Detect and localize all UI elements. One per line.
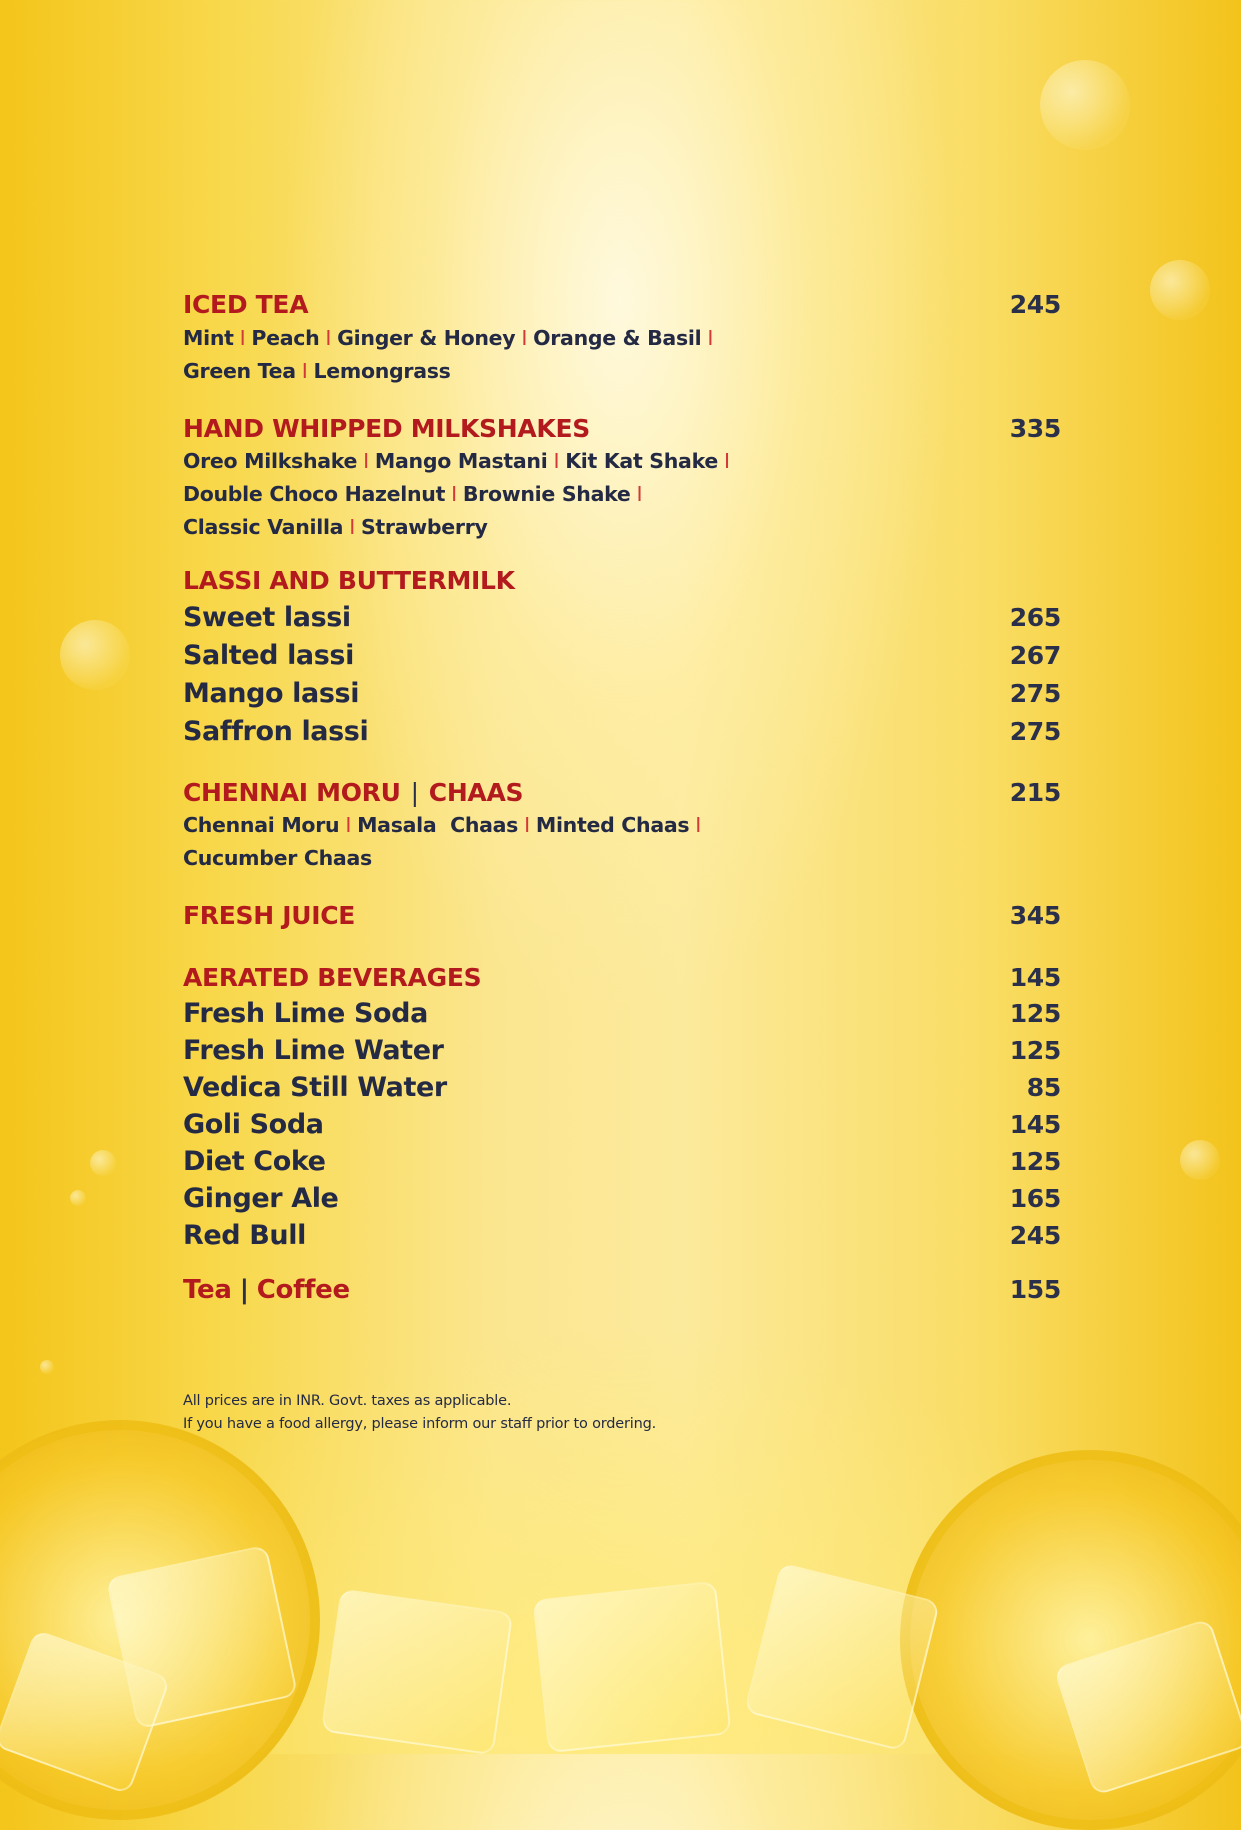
- iced-tea-variants: [183, 322, 803, 388]
- item-name: Diet Coke: [183, 1146, 326, 1177]
- menu-item: [183, 602, 1061, 633]
- chaas-variants: [183, 809, 803, 875]
- separator: I: [521, 326, 528, 350]
- section-chaas: [183, 778, 1061, 807]
- separator: |: [239, 1275, 249, 1305]
- section-fresh-juice: [183, 901, 1061, 930]
- menu-item: [183, 1146, 1061, 1177]
- title-part: Tea: [183, 1275, 232, 1305]
- separator: I: [707, 326, 714, 350]
- variant: Mint: [183, 326, 234, 350]
- item-name: Vedica Still Water: [183, 1072, 447, 1103]
- item-price: 125: [1009, 999, 1061, 1028]
- item-name: Mango lassi: [183, 678, 360, 709]
- menu-item: [183, 716, 1061, 747]
- title-part: Coffee: [256, 1275, 350, 1305]
- item-name: Salted lassi: [183, 640, 354, 671]
- item-name: Ginger Ale: [183, 1183, 339, 1214]
- menu-item: [183, 1220, 1061, 1251]
- menu-item: [183, 678, 1061, 709]
- variant: Kit Kat Shake: [565, 449, 718, 473]
- separator: I: [345, 813, 352, 837]
- variant: Orange & Basil: [533, 326, 702, 350]
- item-name: Fresh Lime Water: [183, 1035, 444, 1066]
- section-price: 215: [1009, 778, 1061, 807]
- footer-line: All prices are in INR. Govt. taxes as applicable.: [183, 1393, 512, 1409]
- variant: Ginger & Honey: [337, 326, 516, 350]
- separator: I: [723, 449, 730, 473]
- variant: Strawberry: [360, 515, 488, 539]
- variant: Chennai Moru: [183, 813, 340, 837]
- item-name: Sweet lassi: [183, 602, 351, 633]
- separator: I: [301, 359, 308, 383]
- item-price: 275: [1009, 679, 1061, 708]
- item-price: 85: [1026, 1073, 1061, 1102]
- title-part: CHAAS: [428, 778, 524, 807]
- menu-item: [183, 1183, 1061, 1214]
- item-name: Fresh Lime Soda: [183, 998, 428, 1029]
- separator: I: [695, 813, 702, 837]
- menu-item: [183, 1072, 1061, 1103]
- variant: Double Choco Hazelnut: [183, 482, 446, 506]
- section-title: [183, 1275, 350, 1305]
- section-price: 245: [1009, 290, 1061, 319]
- variant: Lemongrass: [313, 359, 451, 383]
- variant: Mango Mastani: [374, 449, 548, 473]
- section-tea-coffee: [183, 1275, 1061, 1305]
- section-aerated: [183, 963, 1061, 992]
- item-price: 245: [1009, 1221, 1061, 1250]
- section-milkshakes: [183, 414, 1061, 443]
- item-price: 275: [1009, 717, 1061, 746]
- item-price: 265: [1009, 603, 1061, 632]
- section-title: LASSI AND BUTTERMILK: [183, 566, 515, 595]
- item-name: Red Bull: [183, 1220, 306, 1251]
- section-price: 155: [1009, 1275, 1061, 1304]
- menu-item: [183, 1035, 1061, 1066]
- variant: Green Tea: [183, 359, 296, 383]
- separator: I: [451, 482, 457, 506]
- menu-item: [183, 640, 1061, 671]
- separator: I: [325, 326, 332, 350]
- section-price: 345: [1009, 901, 1061, 930]
- variant: Minted Chaas: [535, 813, 690, 837]
- section-lassi: [183, 566, 1061, 595]
- section-title: HAND WHIPPED MILKSHAKES: [183, 414, 590, 443]
- item-price: 125: [1009, 1147, 1061, 1176]
- section-title: [183, 778, 523, 807]
- separator: I: [524, 813, 530, 837]
- section-iced-tea: [183, 290, 1061, 319]
- section-title: ICED TEA: [183, 290, 309, 319]
- separator: I: [363, 449, 369, 473]
- item-price: 125: [1009, 1036, 1061, 1065]
- separator: I: [349, 515, 355, 539]
- variant: Classic Vanilla: [183, 515, 344, 539]
- variant: Brownie Shake: [462, 482, 631, 506]
- variant: Masala Chaas: [357, 813, 519, 837]
- item-price: 165: [1009, 1184, 1061, 1213]
- item-price: 267: [1009, 641, 1061, 670]
- item-price: 145: [1009, 1110, 1061, 1139]
- variant: Cucumber Chaas: [183, 846, 372, 870]
- section-title: FRESH JUICE: [183, 901, 356, 930]
- variant: Oreo Milkshake: [183, 449, 358, 473]
- footer-line: If you have a food allergy, please inform our staff prior to ordering.: [183, 1416, 656, 1432]
- separator: I: [553, 449, 560, 473]
- separator: I: [636, 482, 643, 506]
- variant: Peach: [251, 326, 320, 350]
- separator: I: [239, 326, 246, 350]
- item-name: Goli Soda: [183, 1109, 324, 1140]
- section-title: AERATED BEVERAGES: [183, 963, 482, 992]
- separator: |: [410, 778, 419, 807]
- milkshake-variants: [183, 445, 803, 544]
- item-name: Saffron lassi: [183, 716, 369, 747]
- menu-item: [183, 998, 1061, 1029]
- title-part: CHENNAI MORU: [183, 778, 401, 807]
- menu-item: [183, 1109, 1061, 1140]
- footer-notes: [183, 1390, 656, 1436]
- section-price: 335: [1009, 414, 1061, 443]
- section-price: 145: [1009, 963, 1061, 992]
